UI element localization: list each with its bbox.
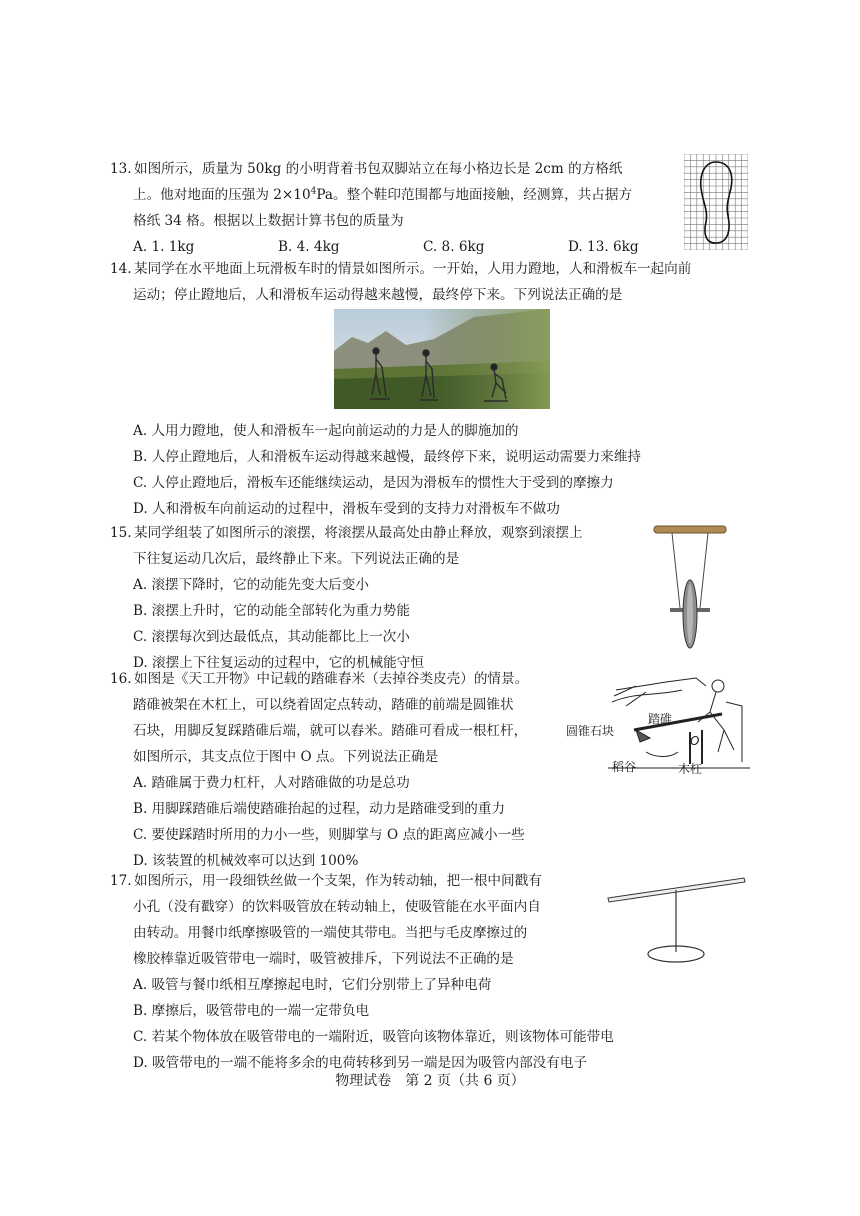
maxwell-pendulum-figure [650, 524, 730, 654]
label-tadui: 踏碓 [648, 712, 673, 726]
option-d: D. 13. 6kg [568, 239, 639, 255]
option-b: B. 人停止蹬地后，人和滑板车运动得越来越慢，最终停下来，说明运动需要力来维持 [133, 449, 642, 465]
option-c: C. 若某个物体放在吸管带电的一端附近，吸管向该物体靠近，则该物体可能带电 [133, 1029, 614, 1045]
question-text: 小孔（没有戳穿）的饮料吸管放在转动轴上，使吸管能在水平面内自 [133, 899, 541, 915]
option-c: C. 8. 6kg [423, 239, 485, 255]
option-d: D. 吸管带电的一端不能将多余的电荷转移到另一端是因为吸管内部没有电子 [133, 1055, 588, 1071]
question-number: 16. [110, 671, 132, 687]
question-text: 某同学在水平地面上玩滑板车时的情景如图所示。一开始，人用力蹬地，人和滑板车一起向前 [134, 261, 692, 277]
question-text: 下往复运动几次后，最终静止下来。下列说法正确的是 [133, 551, 460, 567]
option-a: A. 踏碓属于费力杠杆，人对踏碓做的功是总功 [133, 775, 410, 791]
option-a: A. 1. 1kg [133, 239, 195, 255]
option-c: C. 滚摆每次到达最低点，其动能都比上一次小 [133, 629, 410, 645]
question-14 [110, 256, 760, 308]
question-text: 上。他对地面的压强为 2×10 [133, 187, 311, 203]
option-d: D. 该装置的机械效率可以达到 100% [133, 853, 359, 869]
option-d: D. 人和滑板车向前运动的过程中，滑板车受到的支持力对滑板车不做功 [133, 501, 560, 517]
question-text: 橡胶棒靠近吸管带电一端时，吸管被排斥，下列说法不正确的是 [133, 951, 514, 967]
question-text: Pa。整个鞋印范围都与地面接触，经测算，共占据方 [316, 187, 633, 203]
question-text: 某同学组装了如图所示的滚摆，将滚摆从最高处由静止释放，观察到滚摆上 [134, 525, 583, 541]
question-15 [110, 520, 650, 676]
scooter-photo [334, 309, 550, 409]
option-a: A. 吸管与餐巾纸相互摩擦起电时，它们分别带上了异种电荷 [133, 977, 492, 993]
label-stone: 圆锥石块 [566, 724, 615, 738]
question-text: 运动；停止蹬地后，人和滑板车运动得越来越慢，最终停下来。下列说法正确的是 [133, 287, 623, 303]
question-number: 13. [110, 161, 132, 177]
question-number: 15. [110, 525, 132, 541]
option-b: B. 滚摆上升时，它的动能全部转化为重力势能 [133, 603, 410, 619]
option-b: B. 用脚踩踏碓后端使踏碓抬起的过程，动力是踏碓受到的重力 [133, 801, 506, 817]
question-text: 如图是《天工开物》中记载的踏碓舂米（去掉谷类皮壳）的情景。 [134, 671, 529, 687]
option-a: A. 人用力蹬地，使人和滑板车一起向前运动的力是人的脚施加的 [133, 423, 519, 439]
label-o: O [690, 734, 700, 748]
question-text: 如图所示，质量为 50kg 的小明背着书包双脚站立在每小格边长是 2cm 的方格纸 [134, 161, 623, 177]
question-text: 格纸 34 格。根据以上数据计算书包的质量为 [133, 213, 404, 229]
question-16 [110, 666, 630, 874]
question-text: 石块，用脚反复踩踏碓后端，就可以舂米。踏碓可看成一根杠杆， [133, 723, 528, 739]
question-number: 17. [110, 873, 132, 889]
grid-shoeprint-figure [684, 154, 748, 250]
question-13 [110, 156, 680, 260]
question-text: 如图所示，用一段细铁丝做一个支架，作为转动轴，把一根中间戳有 [134, 873, 542, 889]
exponent: 4 [310, 186, 317, 197]
option-a: A. 滚摆下降时，它的动能先变大后变小 [133, 577, 369, 593]
question-text: 如图所示，其支点位于图中 O 点。下列说法正确是 [133, 749, 439, 765]
question-number: 14. [110, 261, 132, 277]
page-footer: 物理试卷 第 2 页（共 6 页） [335, 1073, 525, 1089]
option-b: B. 摩擦后，吸管带电的一端一定带负电 [133, 1003, 370, 1019]
option-d: D. 滚摆上下往复运动的过程中，它的机械能守恒 [133, 655, 424, 671]
option-c: C. 人停止蹬地后，滑板车还能继续运动，是因为滑板车的惯性大于受到的摩擦力 [133, 475, 614, 491]
straw-stand-figure [600, 870, 750, 970]
question-14-options [110, 418, 760, 522]
question-text: 踏碓被架在木杠上，可以绕着固定点转动，踏碓的前端是圆锥状 [133, 697, 514, 713]
question-text: 由转动。用餐巾纸摩擦吸管的一端使其带电。当把与毛皮摩擦过的 [133, 925, 528, 941]
option-c: C. 要使踩踏时所用的力小一些，则脚掌与 O 点的距离应减小一些 [133, 827, 525, 843]
label-grain: 稻谷 [612, 760, 637, 774]
label-bar: 木杠 [678, 762, 703, 776]
option-b: B. 4. 4kg [278, 239, 340, 255]
